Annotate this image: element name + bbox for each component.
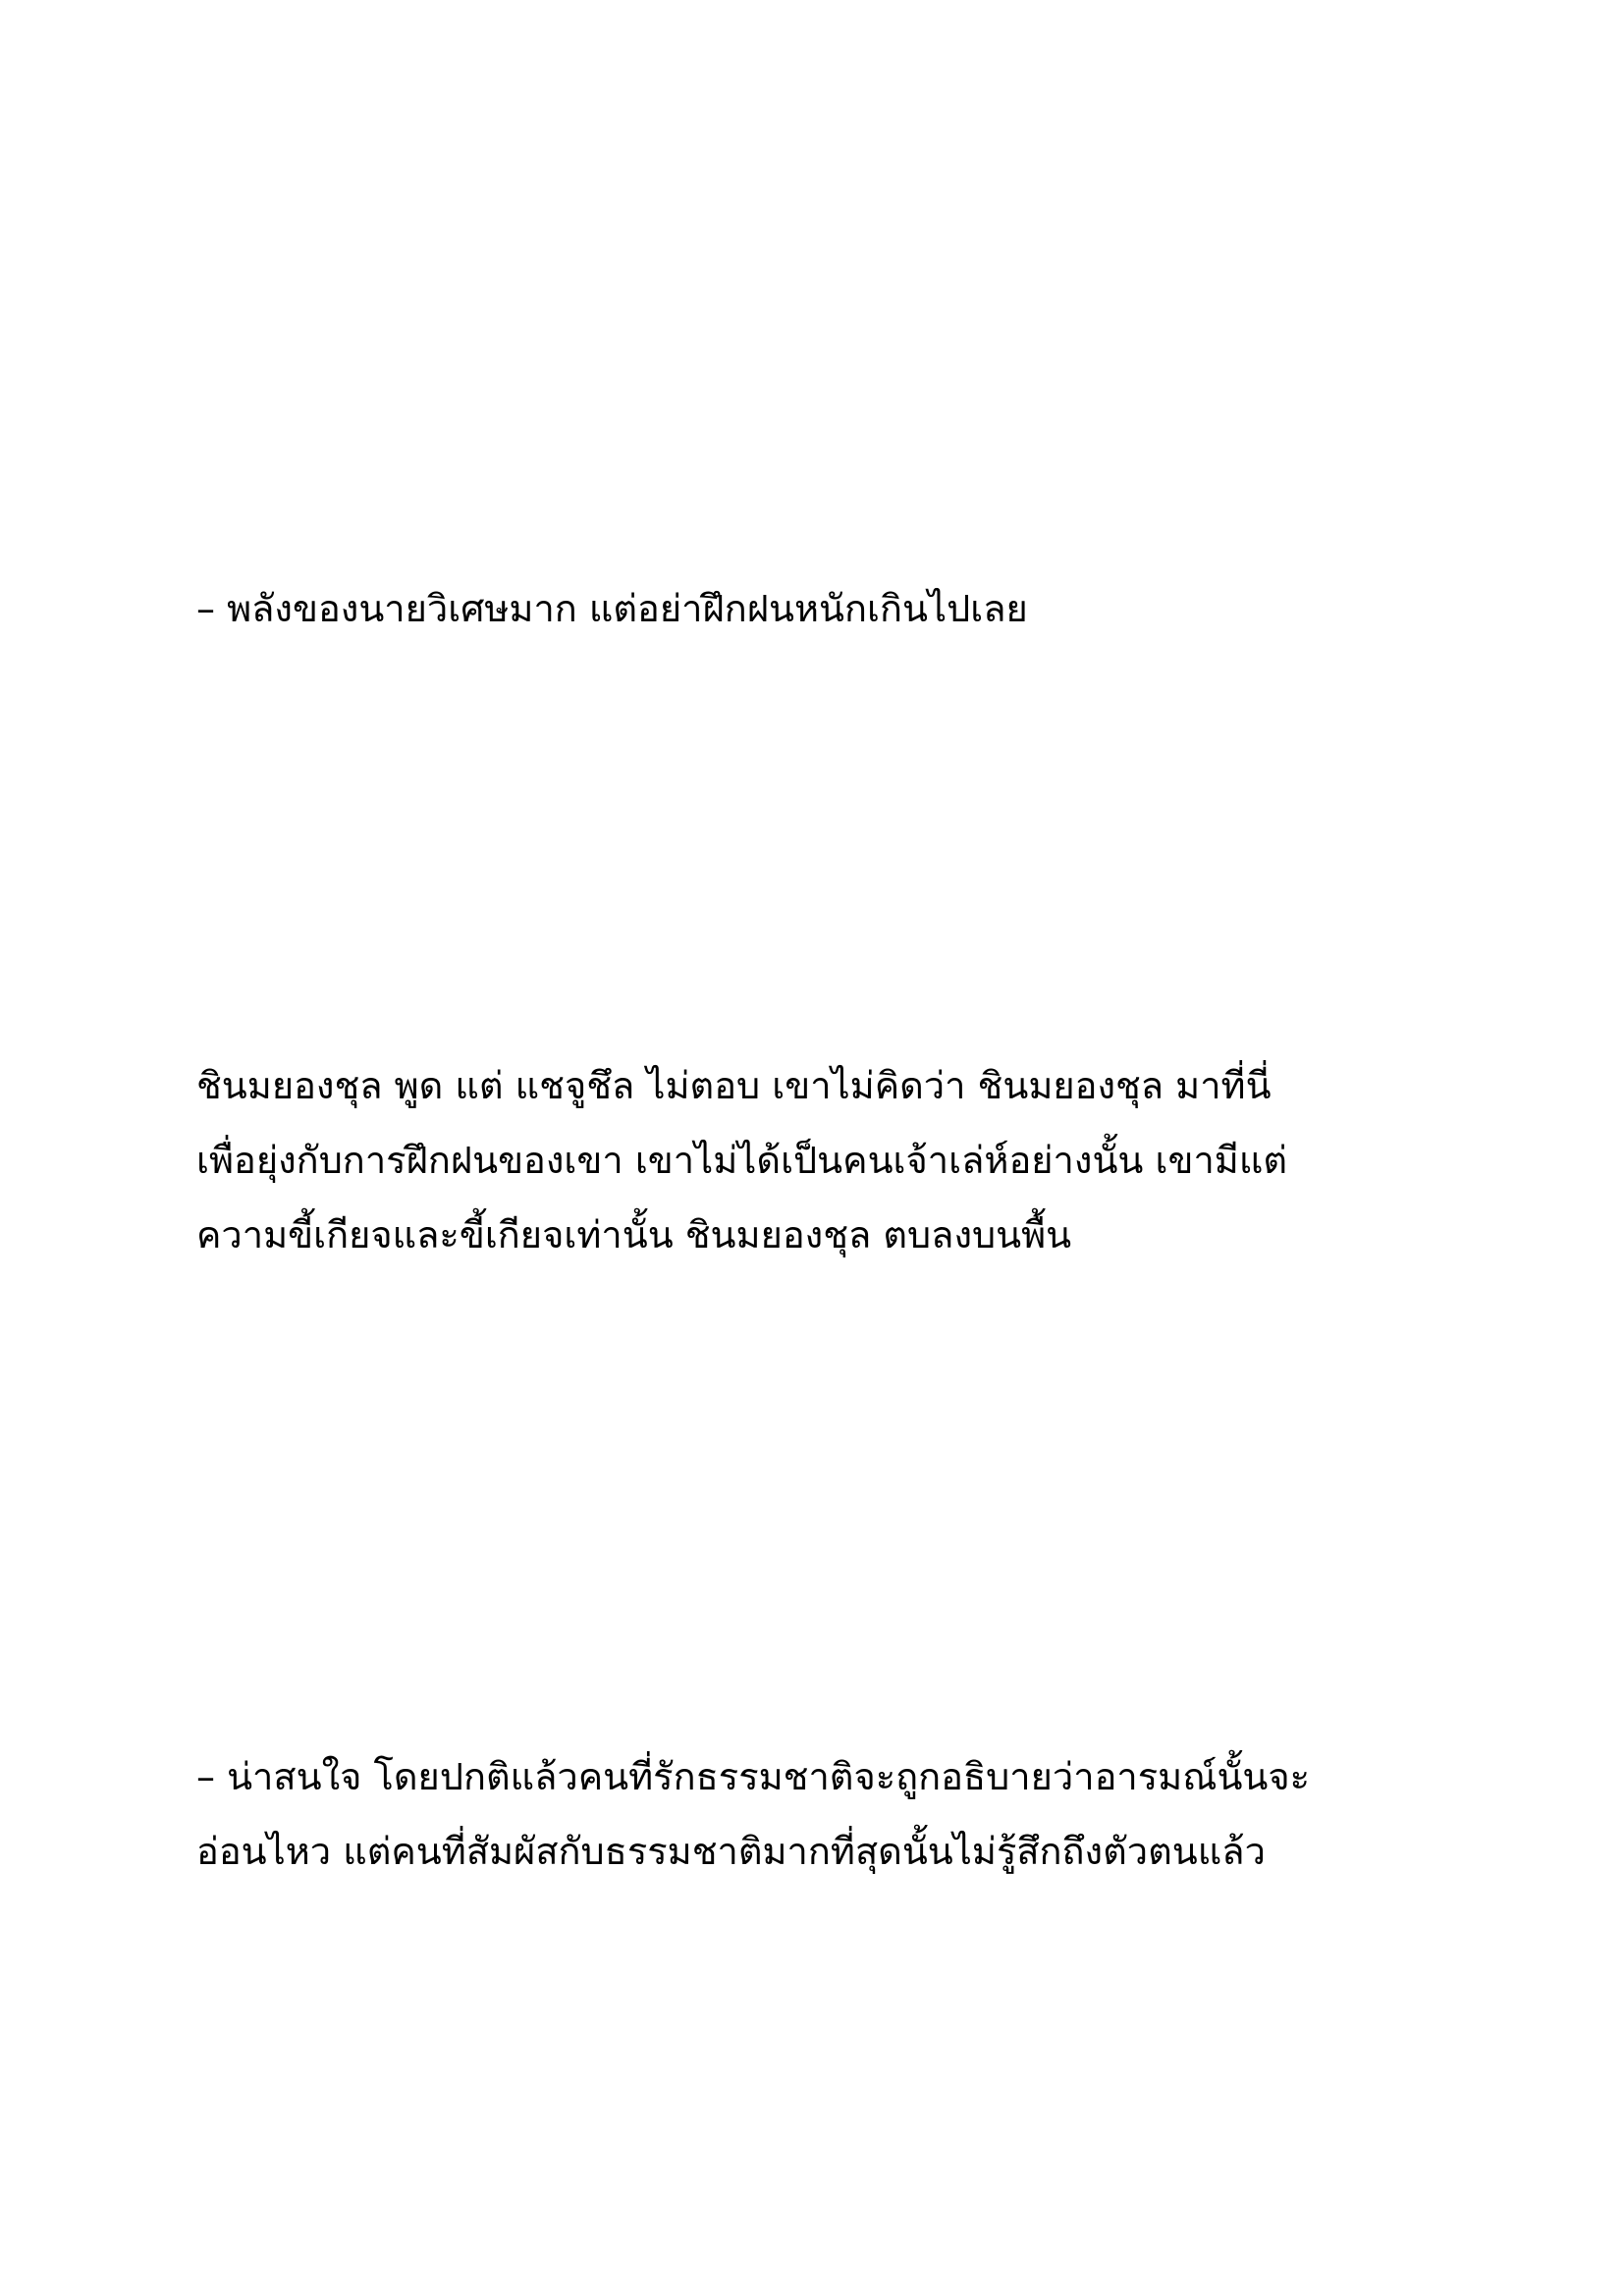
text-line: เพื่อยุ่งกับการฝึกฝนของเขา เขาไม่ได้เป็นคนเจ้าเล่ห์อย่างนั้น เขามีแต่ bbox=[196, 1139, 1287, 1182]
text-line: – น่าสนใจ โดยปกติแล้วคนที่รักธรรมชาติจะถูกอธิบายว่าอารมณ์นั้นจะ bbox=[196, 1755, 1311, 1798]
text-line: – พลังของนายวิเศษมาก แต่อย่าฝึกฝนหนักเกินไปเลย bbox=[196, 587, 1028, 630]
text-line: ความขี้เกียจและขี้เกียจเท่านั้น ชินมยองชุล ตบลงบนพื้น bbox=[196, 1213, 1072, 1256]
dialogue-paragraph bbox=[196, 571, 1473, 646]
dialogue-paragraph bbox=[196, 1739, 1473, 1889]
text-line: ชินมยองชุล พูด แต่ แชจูชึล ไม่ตอบ เขาไม่คิดว่า ชินมยองชุล มาที่นี่ bbox=[196, 1064, 1272, 1107]
text-line: อ่อนไหว แต่คนที่สัมผัสกับธรรมชาติมากที่สุดนั้นไม่รู้สึกถึงตัวตนแล้ว bbox=[196, 1830, 1266, 1873]
narration-paragraph bbox=[196, 1048, 1473, 1272]
